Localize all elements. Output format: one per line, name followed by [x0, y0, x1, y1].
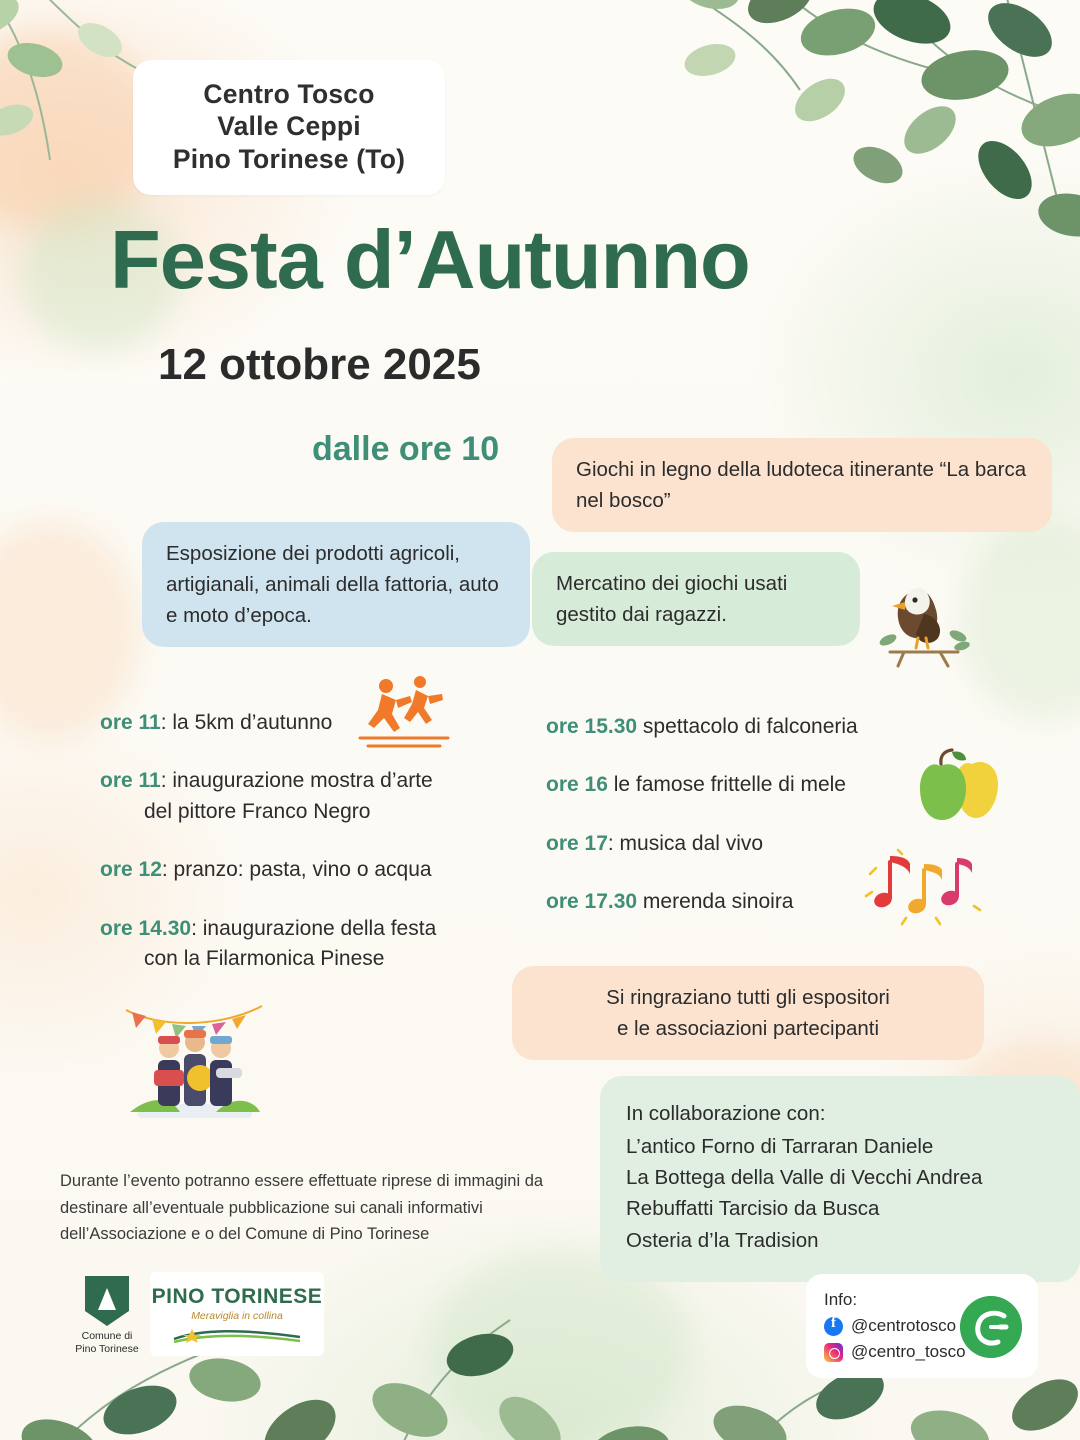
schedule-hour: ore 14.30	[100, 916, 192, 940]
comune-caption-line-2: Pino Torinese	[75, 1343, 139, 1356]
collaboration-partner: Rebuffatti Tarcisio da Busca	[626, 1197, 880, 1221]
centro-tosco-logo	[960, 1296, 1022, 1358]
marching-band-icon	[120, 1000, 270, 1140]
watercolor-blob	[960, 520, 1080, 720]
facebook-handle[interactable]: @centrotosco	[851, 1316, 957, 1335]
event-date: 12 ottobre 2025	[158, 340, 481, 389]
pino-swoosh-icon	[172, 1327, 302, 1343]
schedule-text: merenda sinoira	[637, 890, 794, 914]
schedule-text-continuation: del pittore Franco Negro	[144, 799, 371, 823]
schedule-hour: ore 11	[100, 769, 161, 793]
schedule-hour: ore 12	[100, 858, 162, 882]
pino-brand-name: PINO TORINESE	[151, 1285, 323, 1308]
venue-line-1: Centro Tosco	[203, 79, 375, 109]
schedule-hour: ore 16	[546, 773, 608, 797]
event-start-time: dalle ore 10	[312, 430, 500, 468]
schedule-hour: ore 17	[546, 831, 608, 855]
venue-line-2: Valle Ceppi	[217, 111, 361, 142]
schedule-item	[546, 829, 976, 859]
eagle-falconry-icon	[874, 578, 970, 670]
comune-caption-line-1: Comune di	[81, 1330, 133, 1342]
schedule-text-continuation: con la Filarmonica Pinese	[144, 947, 385, 971]
box-exhibition: Esposizione dei prodotti agricoli, artigianali, animali della fattoria, auto e moto d’epoca.	[142, 522, 530, 647]
logo-comune-pino-torinese	[70, 1276, 144, 1356]
box-wooden-games: Giochi in legno della ludoteca itinerante “La barca nel bosco”	[552, 438, 1052, 532]
schedule-text: : inaugurazione mostra d’arte	[160, 769, 433, 793]
instagram-handle[interactable]: @centro_tosco	[851, 1342, 966, 1361]
thanks-line-2: e le associazioni partecipanti	[616, 1017, 880, 1041]
box-used-toys-market: Mercatino dei giochi usati gestito dai ragazzi.	[532, 552, 860, 646]
schedule-text: : pranzo: pasta, vino o acqua	[161, 858, 432, 882]
schedule-item	[100, 855, 500, 885]
thanks-line-1: Si ringraziano tutti gli espositori	[606, 986, 890, 1009]
box-collaboration	[600, 1076, 1080, 1282]
schedule-text: : inaugurazione della festa	[191, 916, 437, 940]
schedule-item	[546, 770, 976, 800]
schedule-text: spettacolo di falconeria	[637, 715, 858, 738]
schedule-item	[546, 712, 976, 742]
box-thanks	[512, 966, 984, 1060]
schedule-text: : musica dal vivo	[607, 831, 764, 855]
collaboration-partner: La Bottega della Valle di Vecchi Andrea	[626, 1166, 983, 1190]
logo-pino-torinese-brand	[150, 1272, 324, 1356]
poster-title: Festa d’Autunno	[110, 213, 750, 306]
collaboration-title: In collaborazione con:	[626, 1102, 826, 1125]
schedule-hour: ore 15.30	[546, 715, 638, 738]
info-label: Info:	[824, 1290, 858, 1309]
schedule-text: le famose frittelle di mele	[607, 773, 846, 797]
collaboration-partner: Osteria d’la Tradision	[626, 1228, 819, 1252]
facebook-icon[interactable]	[824, 1317, 843, 1336]
instagram-icon[interactable]	[824, 1343, 843, 1362]
schedule-item	[100, 708, 500, 738]
venue-line-3: Pino Torinese (To)	[172, 143, 406, 174]
schedule-text: : la 5km d’autunno	[160, 711, 333, 734]
schedule-item	[100, 766, 500, 827]
collaboration-partner: L’antico Forno di Tarraran Daniele	[626, 1135, 934, 1159]
watercolor-blob	[0, 520, 140, 740]
pino-brand-tagline: Meraviglia in collina	[191, 1310, 283, 1322]
schedule-afternoon	[546, 712, 976, 946]
privacy-disclaimer: Durante l’evento potranno essere effettuate riprese di immagini da destinare all’eventuale pubblicazione sui canali informativi dell’Associazione e o del Comune di Pino Torinese	[60, 1172, 544, 1244]
schedule-hour: ore 11	[100, 711, 161, 734]
schedule-hour: ore 17.30	[546, 890, 638, 914]
schedule-item	[546, 887, 976, 917]
foliage-decoration-top-right	[460, 0, 1080, 400]
venue-badge	[133, 60, 445, 195]
comune-crest-icon	[85, 1276, 129, 1326]
schedule-morning	[100, 708, 500, 1003]
schedule-item	[100, 914, 500, 975]
